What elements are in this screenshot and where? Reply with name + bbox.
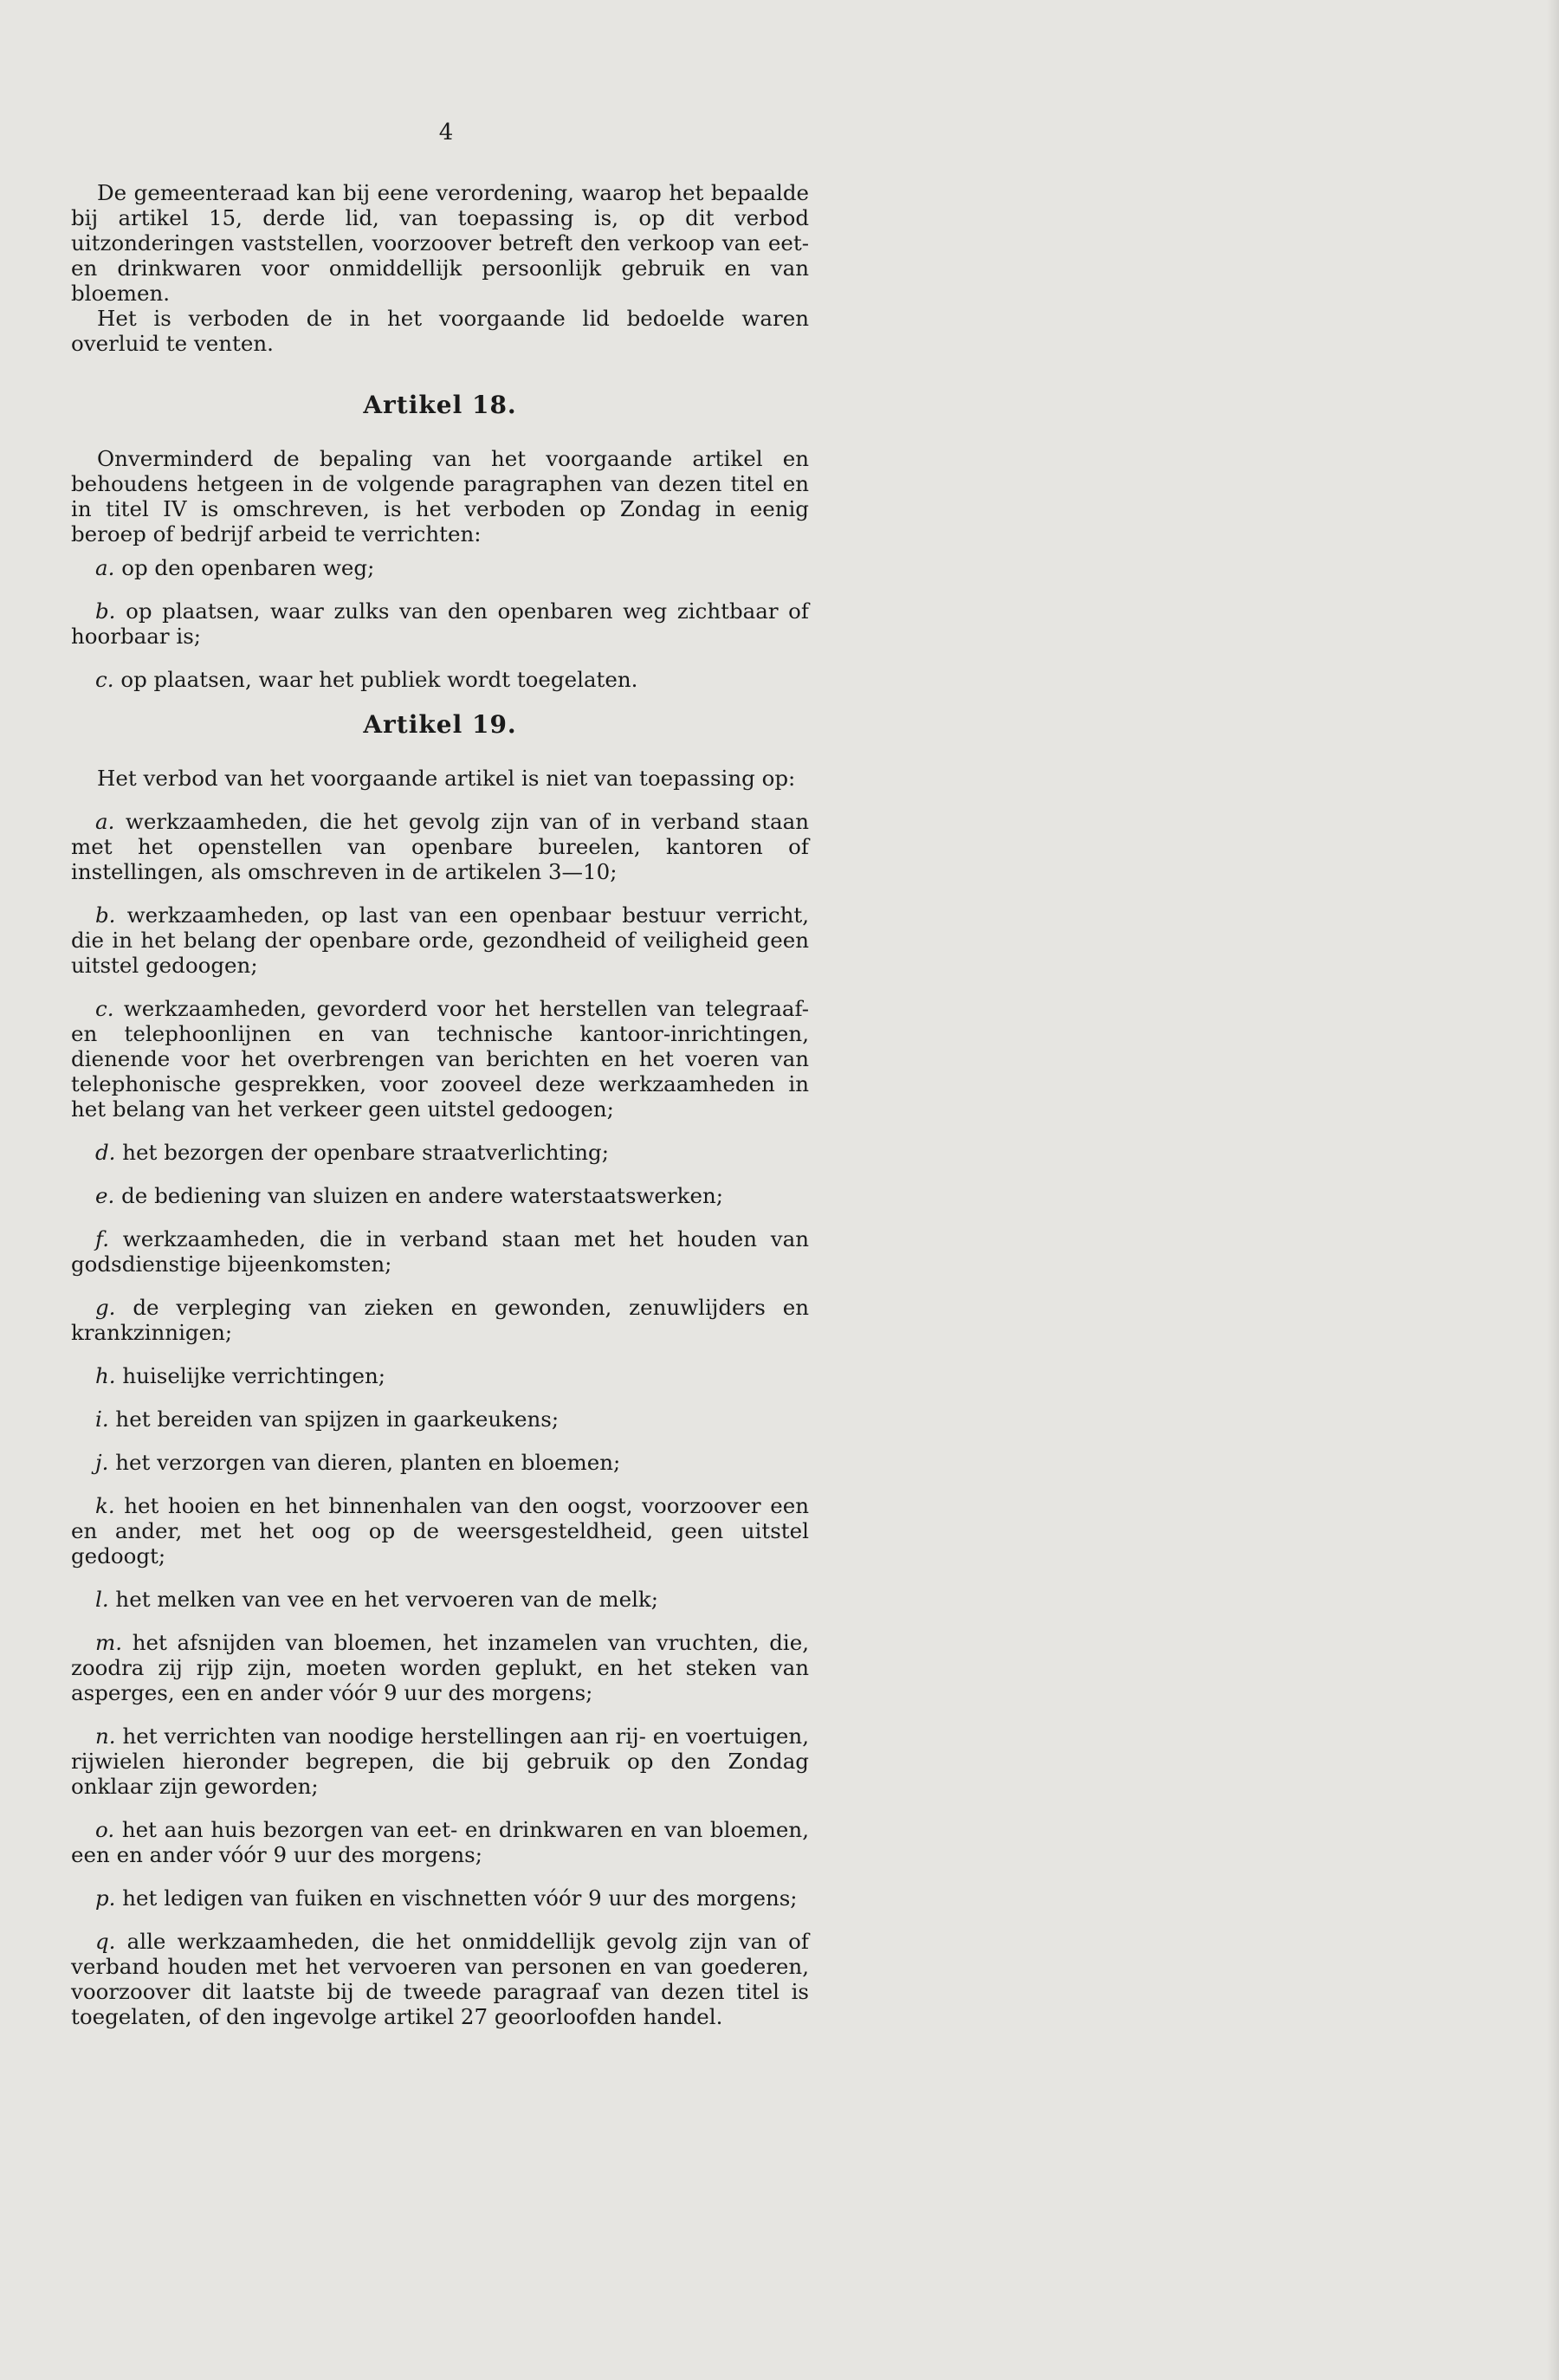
artikel-19-item bbox=[71, 1450, 809, 1475]
item-text: alle werkzaamheden, die het onmiddellijk gevolg zijn van of verband houden met het vervoeren van personen en van goederen, voorzoover dit laatste bij de tweede paragraaf van dezen titel is toegelaten, of den ingevolge artikel 27 geoorloofden handel. bbox=[71, 1929, 810, 2029]
item-letter: a. bbox=[95, 809, 115, 834]
item-text: het hooien en het binnenhalen van den oogst, voorzoover een en ander, met het oog op de weersgesteldheid, geen uitstel gedoogt; bbox=[71, 1493, 809, 1568]
item-letter: p. bbox=[95, 1885, 116, 1911]
item-text: werkzaamheden, gevorderd voor het herstellen van telegraaf- en telephoonlijnen en van technische kantoor-inrichtingen, dienende voor het overbrengen van berichten en het voeren van telephonische gesprekken, voor zooveel deze werkzaamheden in het belang van het verkeer geen uitstel gedoogen; bbox=[71, 996, 810, 1122]
item-text: de bediening van sluizen en andere waterstaatswerken; bbox=[121, 1183, 724, 1208]
item-text: op plaatsen, waar het publiek wordt toegelaten. bbox=[120, 667, 638, 692]
artikel-19-item bbox=[71, 1817, 809, 1867]
artikel-19-item bbox=[71, 1929, 809, 2029]
item-text: op plaatsen, waar zulks van den openbaren weg zichtbaar of hoorbaar is; bbox=[71, 598, 809, 649]
artikel-18-intro: Onverminderd de bepaling van het voorgaande artikel en behoudens hetgeen in de volgende paragraphen van dezen titel en in titel IV is omschreven, is het verboden op Zondag in eenig beroep of bedrijf arbeid te verrichten: bbox=[71, 446, 809, 546]
artikel-19-item bbox=[71, 1295, 809, 1345]
artikel-19-item bbox=[71, 1140, 809, 1165]
item-text: werkzaamheden, die in verband staan met het houden van godsdienstige bijeenkomsten; bbox=[71, 1226, 809, 1277]
item-text: werkzaamheden, die het gevolg zijn van of in verband staan met het openstellen van openbare bureelen, kantoren of instellingen, als omschreven in de artikelen 3—10; bbox=[71, 809, 809, 884]
artikel-19-item bbox=[71, 1724, 809, 1799]
item-letter: k. bbox=[95, 1493, 115, 1518]
item-text: het aan huis bezorgen van eet- en drinkwaren en van bloemen, een en ander vóór 9 uur des morgens; bbox=[71, 1817, 809, 1867]
item-letter: e. bbox=[95, 1183, 115, 1208]
artikel-18-heading: Artikel 18. bbox=[363, 391, 517, 419]
artikel-18-item bbox=[71, 667, 809, 692]
item-letter: a. bbox=[95, 555, 115, 580]
item-text: het ledigen van fuiken en vischnetten vóór 9 uur des morgens; bbox=[122, 1885, 798, 1911]
item-letter: m. bbox=[95, 1630, 123, 1655]
item-text: het melken van vee en het vervoeren van de melk; bbox=[115, 1587, 659, 1612]
artikel-18-item bbox=[71, 555, 809, 580]
artikel-19-item bbox=[71, 996, 809, 1122]
artikel-19-item bbox=[71, 1183, 809, 1208]
item-text: op den openbaren weg; bbox=[121, 555, 375, 580]
item-letter: o. bbox=[95, 1817, 115, 1842]
item-letter: j. bbox=[95, 1450, 109, 1475]
item-text: het bereiden van spijzen in gaarkeukens; bbox=[115, 1407, 560, 1432]
artikel-19-item bbox=[71, 1493, 809, 1568]
item-letter: h. bbox=[95, 1363, 116, 1388]
item-letter: n. bbox=[95, 1724, 116, 1749]
artikel-18-item bbox=[71, 598, 809, 649]
item-letter: b. bbox=[95, 902, 116, 928]
item-text: het bezorgen der openbare straatverlichting; bbox=[122, 1140, 609, 1165]
item-text: huiselijke verrichtingen; bbox=[122, 1363, 386, 1388]
artikel-19-item bbox=[71, 1226, 809, 1277]
item-letter: l. bbox=[95, 1587, 109, 1612]
item-text: de verpleging van zieken en gewonden, zenuwlijders en krankzinnigen; bbox=[71, 1295, 809, 1345]
item-letter: i. bbox=[95, 1407, 109, 1432]
artikel-19-item bbox=[71, 809, 809, 884]
document-body bbox=[71, 180, 809, 2029]
artikel-19-heading: Artikel 19. bbox=[363, 710, 517, 739]
artikel-19-item bbox=[71, 1407, 809, 1432]
artikel-19-intro: Het verbod van het voorgaande artikel is niet van toepassing op: bbox=[97, 766, 796, 791]
item-text: werkzaamheden, op last van een openbaar bestuur verricht, die in het belang der openbare orde, gezondheid of veiligheid geen uitstel gedoogen; bbox=[71, 902, 809, 978]
item-letter: b. bbox=[95, 598, 116, 624]
artikel-19-item bbox=[71, 1587, 809, 1612]
intro-paragraph-2: Het is verboden de in het voorgaande lid bedoelde waren overluid te venten. bbox=[71, 306, 809, 356]
item-letter: g. bbox=[95, 1295, 116, 1320]
artikel-19-item bbox=[71, 902, 809, 978]
artikel-19-item bbox=[71, 1363, 809, 1388]
item-text: het verzorgen van dieren, planten en bloemen; bbox=[115, 1450, 621, 1475]
item-letter: d. bbox=[95, 1140, 116, 1165]
item-text: het verrichten van noodige herstellingen aan rij- en voertuigen, rijwielen hieronder begrepen, die bij gebruik op den Zondag onklaar zijn geworden; bbox=[71, 1724, 809, 1799]
item-letter: q. bbox=[95, 1929, 116, 1954]
intro-paragraph-1: De gemeenteraad kan bij eene verordening, waarop het bepaalde bij artikel 15, derde lid, van toepassing is, op dit verbod uitzonderingen vaststellen, voorzoover betreft den verkoop van eet- en drinkwaren voor onmiddellijk persoonlijk gebruik en van bloemen. bbox=[71, 180, 809, 306]
artikel-19-item bbox=[71, 1630, 809, 1705]
item-text: het afsnijden van bloemen, het inzamelen van vruchten, die, zoodra zij rijp zijn, moeten worden geplukt, en het steken van asperges, een en ander vóór 9 uur des morgens; bbox=[71, 1630, 809, 1705]
artikel-19-item bbox=[71, 1885, 809, 1911]
item-letter: f. bbox=[95, 1226, 109, 1251]
page-number: 4 bbox=[438, 120, 454, 146]
item-letter: c. bbox=[95, 996, 114, 1021]
item-letter: c. bbox=[95, 667, 114, 692]
